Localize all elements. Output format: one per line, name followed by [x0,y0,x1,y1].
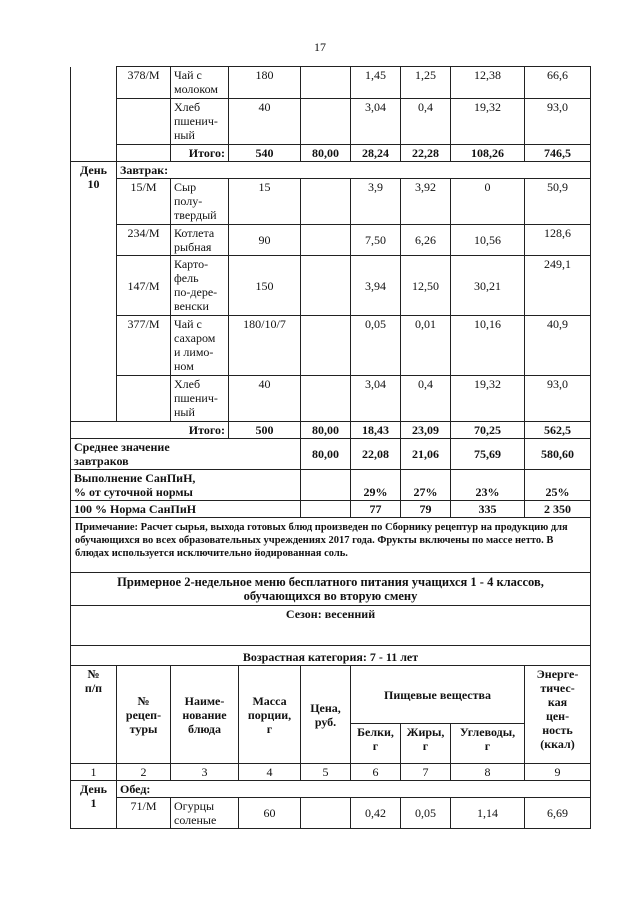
table-row [71,256,591,316]
col-header-recipe: № рецеп- туры [117,666,171,764]
dish-name: Карто- фель по-дере- венски [171,256,229,316]
energy: 93,0 [525,376,591,422]
average-label: Среднее значение завтраков [71,439,301,470]
carbs: 0 [451,179,525,225]
fat: 1,25 [401,67,451,99]
fat: 6,26 [401,225,451,256]
col-number: 4 [239,764,301,781]
sanpin-label: Выполнение СанПиН, % от суточной нормы [71,470,301,501]
energy: 6,69 [525,798,591,829]
col-number: 1 [71,764,117,781]
portion-mass: 15 [229,179,301,225]
average-carbs: 75,69 [451,439,525,470]
recipe-code: 71/М [117,798,171,829]
recipe-code: 147/М [117,256,171,316]
protein: 3,04 [351,99,401,145]
energy: 249,1 [525,256,591,316]
sanpin-carbs: 23% [451,470,525,501]
portion-mass: 40 [229,99,301,145]
dish-name: Хлеб пшенич- ный [171,99,229,145]
fat: 0,4 [401,376,451,422]
protein: 3,9 [351,179,401,225]
price [301,798,351,829]
average-protein: 22,08 [351,439,401,470]
sanpin-fat: 27% [401,470,451,501]
carbs: 30,21 [451,256,525,316]
carbs: 1,14 [451,798,525,829]
col-header-dish: Наиме- нование блюда [171,666,239,764]
age-category: Возрастная категория: 7 - 11 лет [71,646,591,666]
section-label: Обед: [117,781,591,798]
energy: 40,9 [525,316,591,376]
menu-title: Примерное 2-недельное меню бесплатного питания учащихся 1 - 4 классов, обучающихся во вторую смену [71,573,591,606]
page-number: 17 [314,40,326,54]
season-label: Сезон: весенний [71,606,591,646]
protein: 7,50 [351,225,401,256]
carbs: 19,32 [451,99,525,145]
table-row [71,99,591,145]
recipe-code: 15/М [117,179,171,225]
dish-name: Огурцы соленые [171,798,239,829]
portion-mass: 60 [239,798,301,829]
col-header-mass: Масса порции, г [239,666,301,764]
menu-table-day-1 [70,572,591,829]
recipe-code: 377/М [117,316,171,376]
table-row [71,67,591,99]
col-number: 3 [171,764,239,781]
protein: 0,42 [351,798,401,829]
total-mass: 500 [229,422,301,439]
total-row [71,145,591,162]
price [301,99,351,145]
col-number: 6 [351,764,401,781]
norm-carbs: 335 [451,501,525,518]
footnote: Примечание: Расчет сырья, выхода готовых блюд произведен по Сборнику рецептур на продукцию для обучающихся во всех образовательных учреждениях 2017 года. Фрукты включены по массе нетто. В блюдах используется исключительно йодированная соль. [71,518,591,573]
dish-name: Чай с молоком [171,67,229,99]
norm-energy: 2 350 [525,501,591,518]
recipe-code [117,99,171,145]
col-header-carbs: Углеводы, г [451,724,525,764]
portion-mass: 180 [229,67,301,99]
total-price: 80,00 [301,422,351,439]
average-fat: 21,06 [401,439,451,470]
table-row [71,798,591,829]
age-row [71,646,591,666]
total-protein: 18,43 [351,422,401,439]
recipe-code [117,376,171,422]
price [301,256,351,316]
col-number: 7 [401,764,451,781]
energy: 50,9 [525,179,591,225]
col-number: 5 [301,764,351,781]
table-row [71,225,591,256]
total-fat: 22,28 [401,145,451,162]
section-row [71,781,591,798]
table-row [71,179,591,225]
table-row [71,376,591,422]
col-header-fat: Жиры, г [401,724,451,764]
carbs: 10,16 [451,316,525,376]
carbs: 12,38 [451,67,525,99]
total-label: Итого: [171,145,229,162]
fat: 0,4 [401,99,451,145]
price [301,67,351,99]
col-header-price: Цена, руб. [301,666,351,764]
fat: 0,05 [401,798,451,829]
recipe-code: 234/М [117,225,171,256]
note-row [71,518,591,573]
header-row [71,666,591,724]
section-label: Завтрак: [117,162,591,179]
portion-mass: 150 [229,256,301,316]
price [301,225,351,256]
price [301,316,351,376]
protein: 1,45 [351,67,401,99]
energy: 93,0 [525,99,591,145]
section-row [71,162,591,179]
sanpin-protein: 29% [351,470,401,501]
norm-row [71,501,591,518]
average-row [71,439,591,470]
total-carbs: 70,25 [451,422,525,439]
dish-name: Хлеб пшенич- ный [171,376,229,422]
total-mass: 540 [229,145,301,162]
portion-mass: 180/10/7 [229,316,301,376]
col-header-energy: Энерге- тичес- кая цен- ность (ккал) [525,666,591,764]
col-header-protein: Белки, г [351,724,401,764]
day-label: День 10 [71,162,117,422]
dish-name: Сыр полу- твердый [171,179,229,225]
protein: 3,94 [351,256,401,316]
sanpin-row [71,470,591,501]
average-price: 80,00 [301,439,351,470]
recipe-code: 378/М [117,67,171,99]
average-energy: 580,60 [525,439,591,470]
total-row [71,422,591,439]
col-header-nutrients: Пищевые вещества [351,666,525,724]
protein: 0,05 [351,316,401,376]
total-energy: 746,5 [525,145,591,162]
col-header-num: № п/п [71,666,117,764]
day-label: День 1 [71,781,117,829]
portion-mass: 90 [229,225,301,256]
energy: 66,6 [525,67,591,99]
price [301,376,351,422]
norm-label: 100 % Норма СанПиН [71,501,301,518]
dish-name: Котлета рыбная [171,225,229,256]
total-label: Итого: [71,422,229,439]
fat: 12,50 [401,256,451,316]
fat: 0,01 [401,316,451,376]
carbs: 19,32 [451,376,525,422]
col-number: 9 [525,764,591,781]
carbs: 10,56 [451,225,525,256]
column-number-row [71,764,591,781]
season-row [71,606,591,646]
total-protein: 28,24 [351,145,401,162]
norm-fat: 79 [401,501,451,518]
portion-mass: 40 [229,376,301,422]
norm-protein: 77 [351,501,401,518]
col-number: 2 [117,764,171,781]
menu-table-day-10 [70,66,591,573]
energy: 128,6 [525,225,591,256]
total-carbs: 108,26 [451,145,525,162]
dish-name: Чай с сахаром и лимо- ном [171,316,229,376]
table-row [71,316,591,376]
sanpin-energy: 25% [525,470,591,501]
total-price: 80,00 [301,145,351,162]
col-number: 8 [451,764,525,781]
price [301,179,351,225]
fat: 3,92 [401,179,451,225]
title-row [71,573,591,606]
total-energy: 562,5 [525,422,591,439]
total-fat: 23,09 [401,422,451,439]
protein: 3,04 [351,376,401,422]
